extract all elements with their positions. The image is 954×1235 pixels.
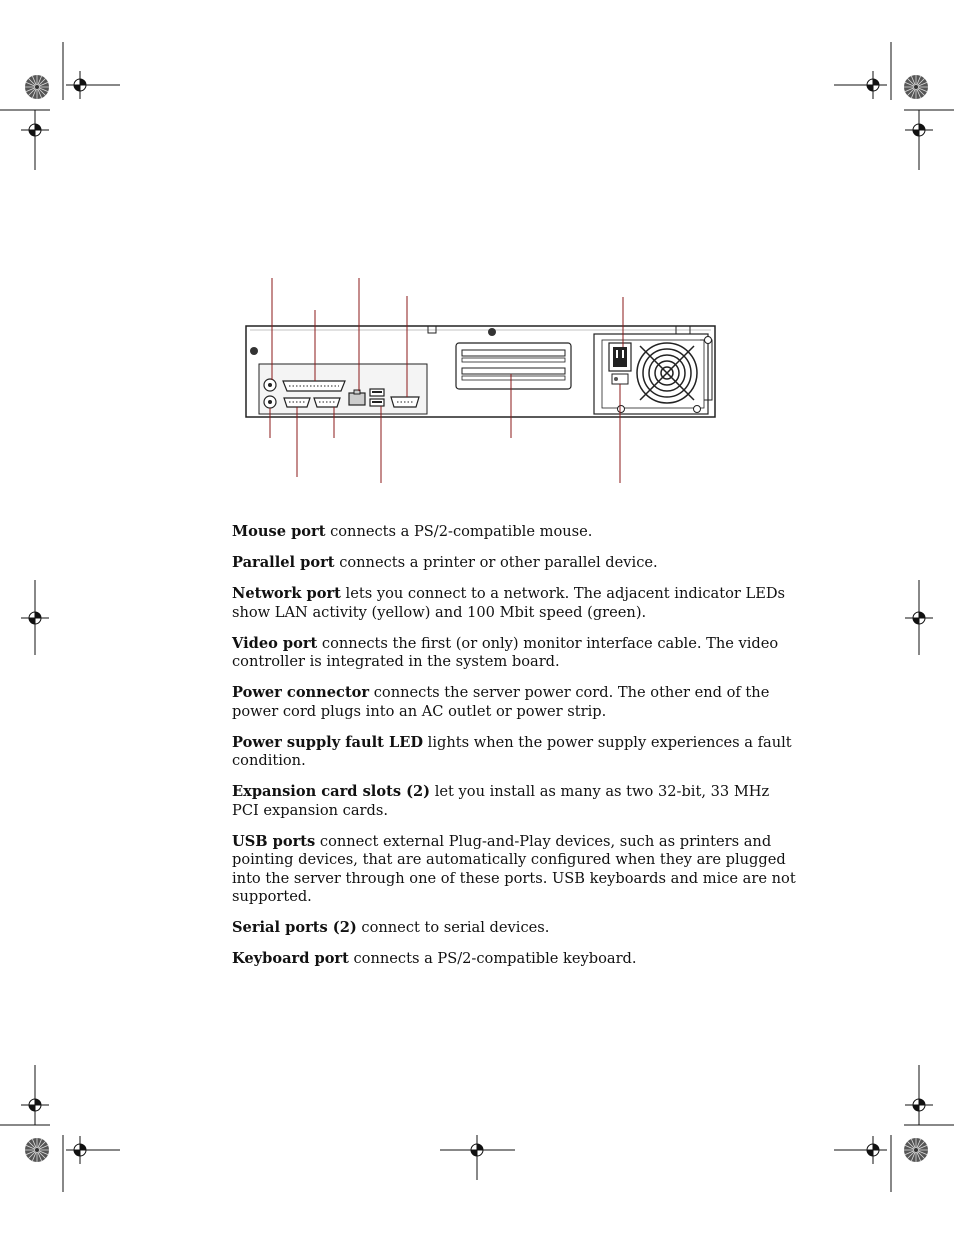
definition-parallel-port <box>232 554 798 573</box>
definition-text: lets you connect to a network. The adjacent indicator LEDs show LAN activity (yellow) and 100 Mbit speed (green). <box>232 585 786 621</box>
network-port <box>349 393 365 405</box>
port-definitions-list <box>232 523 798 981</box>
definition-text: let you install as many as two 32-bit, 33 MHz PCI expansion cards. <box>232 783 770 819</box>
definition-term: Expansion card slots (2) <box>232 783 431 800</box>
definition-video-port <box>232 635 798 672</box>
definition-term: Network port <box>232 585 341 602</box>
definition-term: Power connector <box>232 684 370 701</box>
definition-usb-ports <box>232 833 798 907</box>
definition-text: connects a PS/2-compatible keyboard. <box>348 950 637 967</box>
definition-text: connects the first (or only) monitor interface cable. The video controller is integrated in the system board. <box>232 634 779 670</box>
definition-text: connects the server power cord. The other end of the power cord plugs into an AC outlet or power strip. <box>232 684 770 720</box>
screw <box>250 347 258 355</box>
definition-text: connects a PS/2-compatible mouse. <box>325 523 593 540</box>
definition-serial-ports <box>232 919 798 938</box>
expansion-slot-2 <box>462 368 565 374</box>
definition-text: connect external Plug-and-Play devices, such as printers and pointing devices, that are automatically configured when they are plugged into the server through one of these ports. USB keyboards and mice are not supported. <box>232 832 796 905</box>
definition-term: Video port <box>232 634 318 652</box>
definition-term: Keyboard port <box>232 950 349 967</box>
definition-keyboard-port <box>232 950 798 969</box>
screw <box>488 328 496 336</box>
definition-term: Mouse port <box>232 523 326 540</box>
definition-expansion-card-slots <box>232 783 798 820</box>
expansion-slot-1 <box>462 350 565 356</box>
definition-term: USB ports <box>232 832 316 850</box>
definition-term: Power supply fault LED <box>232 733 424 751</box>
definition-text: connects a printer or other parallel device. <box>334 554 658 571</box>
definition-network-port <box>232 585 798 622</box>
definition-term: Parallel port <box>232 554 335 571</box>
definition-text: lights when the power supply experiences a fault condition. <box>232 733 792 769</box>
definition-power-supply-fault-led <box>232 734 798 771</box>
definition-term: Serial ports (2) <box>232 919 357 936</box>
definition-power-connector <box>232 684 798 721</box>
definition-mouse-port <box>232 523 798 542</box>
definition-text: connect to serial devices. <box>356 919 550 936</box>
